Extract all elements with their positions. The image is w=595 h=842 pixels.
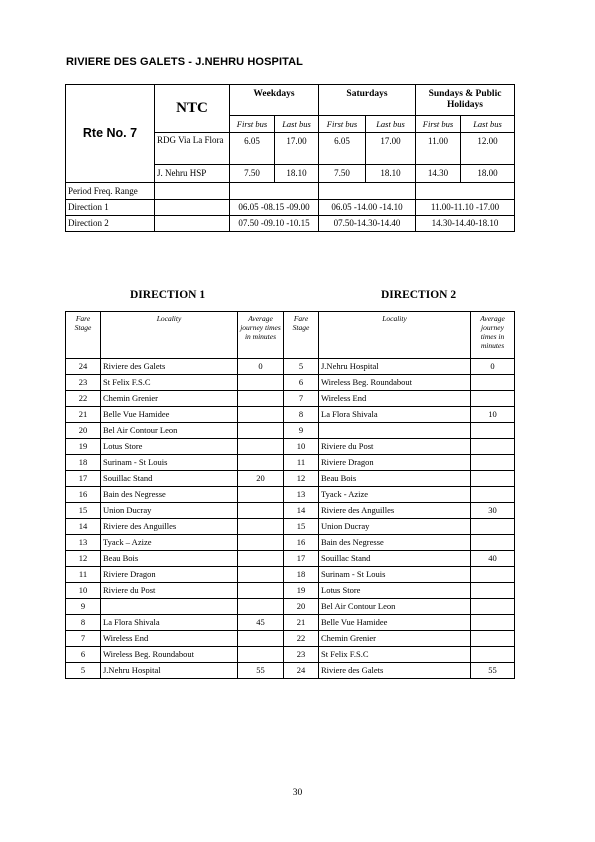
journey-time-cell bbox=[238, 487, 284, 503]
fare-stage-cell: 17 bbox=[284, 551, 319, 567]
locality-cell: Riviere du Post bbox=[101, 583, 238, 599]
locality-cell: Riviere des Anguilles bbox=[319, 503, 471, 519]
journey-time-cell bbox=[238, 519, 284, 535]
locality-cell: Wireless End bbox=[319, 391, 471, 407]
fare-stage-cell: 20 bbox=[284, 599, 319, 615]
locality-cell: La Flora Shivala bbox=[319, 407, 471, 423]
time-cell: 11.00 bbox=[416, 133, 461, 165]
journey-time-cell bbox=[471, 471, 515, 487]
locality-cell: Wireless Beg. Roundabout bbox=[319, 375, 471, 391]
fare-stage-cell: 22 bbox=[66, 391, 101, 407]
journey-time-cell bbox=[238, 391, 284, 407]
locality-cell: Tyack – Azize bbox=[101, 535, 238, 551]
locality-cell: Tyack - Azize bbox=[319, 487, 471, 503]
fare-stage-cell: 23 bbox=[66, 375, 101, 391]
journey-time-cell bbox=[238, 423, 284, 439]
locality-header: Locality bbox=[319, 312, 471, 359]
frequency-range: 14.30-14.40-18.10 bbox=[416, 216, 515, 232]
fare-stage-cell: 21 bbox=[284, 615, 319, 631]
direction-label: Direction 1 bbox=[66, 200, 155, 216]
locality-cell: Union Ducray bbox=[319, 519, 471, 535]
time-cell: 17.00 bbox=[275, 133, 319, 165]
frequency-range: 06.05 -14.00 -14.10 bbox=[319, 200, 416, 216]
journey-time-cell: 0 bbox=[471, 359, 515, 375]
journey-time-cell bbox=[238, 439, 284, 455]
fare-stage-cell: 17 bbox=[66, 471, 101, 487]
origin-label: J. Nehru HSP bbox=[155, 165, 230, 183]
journey-time-cell bbox=[471, 487, 515, 503]
journey-time-cell bbox=[238, 631, 284, 647]
locality-cell: Belle Vue Hamidee bbox=[101, 407, 238, 423]
locality-cell: Souillac Stand bbox=[319, 551, 471, 567]
journey-time-cell bbox=[471, 455, 515, 471]
direction-1-heading: DIRECTION 1 bbox=[130, 289, 206, 301]
locality-cell: Beau Bois bbox=[319, 471, 471, 487]
locality-cell: Riviere du Post bbox=[319, 439, 471, 455]
fare-stage-cell: 12 bbox=[284, 471, 319, 487]
journey-time-cell: 20 bbox=[238, 471, 284, 487]
table-row bbox=[66, 615, 515, 631]
fare-stage-cell: 14 bbox=[284, 503, 319, 519]
locality-cell: Riviere des Galets bbox=[101, 359, 238, 375]
fare-stage-cell: 7 bbox=[284, 391, 319, 407]
fare-stage-cell: 7 bbox=[66, 631, 101, 647]
direction-2-heading: DIRECTION 2 bbox=[381, 289, 457, 301]
fare-stage-cell: 24 bbox=[284, 663, 319, 679]
empty-cell bbox=[230, 183, 319, 200]
fare-stage-cell: 18 bbox=[284, 567, 319, 583]
frequency-range: 07.50-14.30-14.40 bbox=[319, 216, 416, 232]
fare-stage-cell: 18 bbox=[66, 455, 101, 471]
fare-stage-cell: 19 bbox=[284, 583, 319, 599]
table-row bbox=[66, 519, 515, 535]
fare-stage-cell: 11 bbox=[284, 455, 319, 471]
journey-time-cell bbox=[471, 567, 515, 583]
locality-cell: Wireless End bbox=[101, 631, 238, 647]
empty-cell bbox=[416, 183, 515, 200]
table-row bbox=[66, 599, 515, 615]
fare-stage-cell: 8 bbox=[66, 615, 101, 631]
table-row bbox=[66, 567, 515, 583]
fare-stage-cell: 19 bbox=[66, 439, 101, 455]
fare-stage-cell: 21 bbox=[66, 407, 101, 423]
locality-cell: J.Nehru Hospital bbox=[101, 663, 238, 679]
fare-stage-cell: 12 bbox=[66, 551, 101, 567]
locality-cell: Surinam - St Louis bbox=[319, 567, 471, 583]
empty-cell bbox=[155, 200, 230, 216]
fare-stage-cell: 15 bbox=[284, 519, 319, 535]
fare-stage-cell: 20 bbox=[66, 423, 101, 439]
time-cell: 18.00 bbox=[461, 165, 515, 183]
locality-cell: Riviere Dragon bbox=[319, 455, 471, 471]
fare-stage-cell: 13 bbox=[284, 487, 319, 503]
empty-cell bbox=[155, 216, 230, 232]
time-cell: 14.30 bbox=[416, 165, 461, 183]
journey-time-cell bbox=[471, 647, 515, 663]
fare-stage-cell: 8 bbox=[284, 407, 319, 423]
first-bus-header: First bus bbox=[319, 116, 366, 133]
locality-cell: Belle Vue Hamidee bbox=[319, 615, 471, 631]
locality-cell: Beau Bois bbox=[101, 551, 238, 567]
time-cell: 12.00 bbox=[461, 133, 515, 165]
journey-time-cell bbox=[238, 455, 284, 471]
timetable bbox=[65, 84, 515, 232]
journey-time-cell bbox=[471, 583, 515, 599]
table-row bbox=[66, 455, 515, 471]
fare-stage-cell: 6 bbox=[66, 647, 101, 663]
journey-time-cell bbox=[238, 375, 284, 391]
direction-label: Direction 2 bbox=[66, 216, 155, 232]
table-row bbox=[66, 503, 515, 519]
journey-time-cell bbox=[471, 599, 515, 615]
time-cell: 18.10 bbox=[366, 165, 416, 183]
table-row bbox=[66, 391, 515, 407]
locality-header: Locality bbox=[101, 312, 238, 359]
locality-cell: La Flora Shivala bbox=[101, 615, 238, 631]
table-row bbox=[66, 375, 515, 391]
table-row bbox=[66, 551, 515, 567]
journey-time-cell bbox=[238, 407, 284, 423]
journey-time-cell bbox=[471, 631, 515, 647]
journey-time-cell: 55 bbox=[238, 663, 284, 679]
fare-stage-table bbox=[65, 311, 515, 679]
locality-cell: St Felix F.S.C bbox=[101, 375, 238, 391]
journey-time-cell bbox=[238, 583, 284, 599]
fare-stage-cell: 5 bbox=[284, 359, 319, 375]
locality-cell: Bel Air Contour Leon bbox=[101, 423, 238, 439]
locality-cell: Bain des Negresse bbox=[101, 487, 238, 503]
frequency-range: 06.05 -08.15 -09.00 bbox=[230, 200, 319, 216]
time-cell: 7.50 bbox=[319, 165, 366, 183]
journey-time-cell bbox=[471, 375, 515, 391]
journey-time-cell: 30 bbox=[471, 503, 515, 519]
locality-cell: Lotus Store bbox=[101, 439, 238, 455]
time-cell: 6.05 bbox=[230, 133, 275, 165]
table-row bbox=[66, 471, 515, 487]
locality-cell: Union Ducray bbox=[101, 503, 238, 519]
last-bus-header: Last bus bbox=[366, 116, 416, 133]
locality-cell: Souillac Stand bbox=[101, 471, 238, 487]
journey-time-cell bbox=[238, 551, 284, 567]
page-title: RIVIERE DES GALETS - J.NEHRU HOSPITAL bbox=[66, 56, 303, 68]
period-label: Period Freq. Range bbox=[66, 183, 155, 200]
route-number: Rte No. 7 bbox=[66, 85, 155, 183]
journey-time-cell bbox=[471, 423, 515, 439]
fare-stage-cell: 11 bbox=[66, 567, 101, 583]
origin-label: RDG Via La Flora bbox=[155, 133, 230, 165]
locality-cell: Surinam - St Louis bbox=[101, 455, 238, 471]
journey-time-cell bbox=[471, 439, 515, 455]
time-cell: 6.05 bbox=[319, 133, 366, 165]
fare-stage-header: Fare Stage bbox=[66, 312, 101, 359]
table-row bbox=[66, 535, 515, 551]
fare-stage-cell: 15 bbox=[66, 503, 101, 519]
journey-time-cell bbox=[471, 535, 515, 551]
frequency-range: 07.50 -09.10 -10.15 bbox=[230, 216, 319, 232]
page-number: 30 bbox=[292, 788, 303, 798]
time-cell: 7.50 bbox=[230, 165, 275, 183]
locality-cell: Wireless Beg. Roundabout bbox=[101, 647, 238, 663]
last-bus-header: Last bus bbox=[275, 116, 319, 133]
time-cell: 17.00 bbox=[366, 133, 416, 165]
table-row bbox=[66, 439, 515, 455]
table-row bbox=[66, 407, 515, 423]
journey-time-cell bbox=[238, 503, 284, 519]
fare-stage-cell: 5 bbox=[66, 663, 101, 679]
first-bus-header: First bus bbox=[416, 116, 461, 133]
fare-stage-cell: 10 bbox=[284, 439, 319, 455]
locality-cell: St Felix F.S.C bbox=[319, 647, 471, 663]
fare-stage-cell: 22 bbox=[284, 631, 319, 647]
locality-cell bbox=[319, 423, 471, 439]
saturdays-header: Saturdays bbox=[319, 85, 416, 116]
journey-time-cell bbox=[471, 391, 515, 407]
empty-cell bbox=[155, 183, 230, 200]
locality-cell: Chemin Grenier bbox=[319, 631, 471, 647]
frequency-range: 11.00-11.10 -17.00 bbox=[416, 200, 515, 216]
fare-stage-cell: 16 bbox=[284, 535, 319, 551]
last-bus-header: Last bus bbox=[461, 116, 515, 133]
table-row bbox=[66, 663, 515, 679]
journey-time-cell bbox=[238, 599, 284, 615]
locality-cell: Bain des Negresse bbox=[319, 535, 471, 551]
locality-cell: Bel Air Contour Leon bbox=[319, 599, 471, 615]
journey-time-cell bbox=[238, 567, 284, 583]
table-row bbox=[66, 423, 515, 439]
journey-time-cell: 10 bbox=[471, 407, 515, 423]
fare-stage-cell: 9 bbox=[66, 599, 101, 615]
journey-time-cell: 45 bbox=[238, 615, 284, 631]
journey-time-cell: 55 bbox=[471, 663, 515, 679]
locality-cell: Riviere des Galets bbox=[319, 663, 471, 679]
operator-name: NTC bbox=[155, 85, 230, 133]
locality-cell: Chemin Grenier bbox=[101, 391, 238, 407]
table-row bbox=[66, 487, 515, 503]
locality-cell: J.Nehru Hospital bbox=[319, 359, 471, 375]
fare-stage-cell: 10 bbox=[66, 583, 101, 599]
journey-time-cell bbox=[238, 535, 284, 551]
fare-stage-header: Fare Stage bbox=[284, 312, 319, 359]
fare-stage-cell: 16 bbox=[66, 487, 101, 503]
table-row bbox=[66, 359, 515, 375]
weekdays-header: Weekdays bbox=[230, 85, 319, 116]
journey-time-cell bbox=[471, 519, 515, 535]
table-row bbox=[66, 631, 515, 647]
journey-time-cell: 40 bbox=[471, 551, 515, 567]
fare-stage-cell: 9 bbox=[284, 423, 319, 439]
locality-cell: Riviere des Anguilles bbox=[101, 519, 238, 535]
fare-stage-cell: 6 bbox=[284, 375, 319, 391]
fare-stage-cell: 24 bbox=[66, 359, 101, 375]
fare-stage-cell: 23 bbox=[284, 647, 319, 663]
time-cell: 18.10 bbox=[275, 165, 319, 183]
first-bus-header: First bus bbox=[230, 116, 275, 133]
avg-time-header: Average journey times in minutes bbox=[238, 312, 284, 359]
sundays-header: Sundays & Public Holidays bbox=[416, 85, 515, 116]
fare-stage-cell: 14 bbox=[66, 519, 101, 535]
locality-cell: Riviere Dragon bbox=[101, 567, 238, 583]
avg-time-header: Average journey times in minutes bbox=[471, 312, 515, 359]
journey-time-cell bbox=[238, 647, 284, 663]
journey-time-cell bbox=[471, 615, 515, 631]
table-row bbox=[66, 647, 515, 663]
empty-cell bbox=[319, 183, 416, 200]
fare-stage-cell: 13 bbox=[66, 535, 101, 551]
locality-cell: Lotus Store bbox=[319, 583, 471, 599]
journey-time-cell: 0 bbox=[238, 359, 284, 375]
locality-cell bbox=[101, 599, 238, 615]
table-row bbox=[66, 583, 515, 599]
